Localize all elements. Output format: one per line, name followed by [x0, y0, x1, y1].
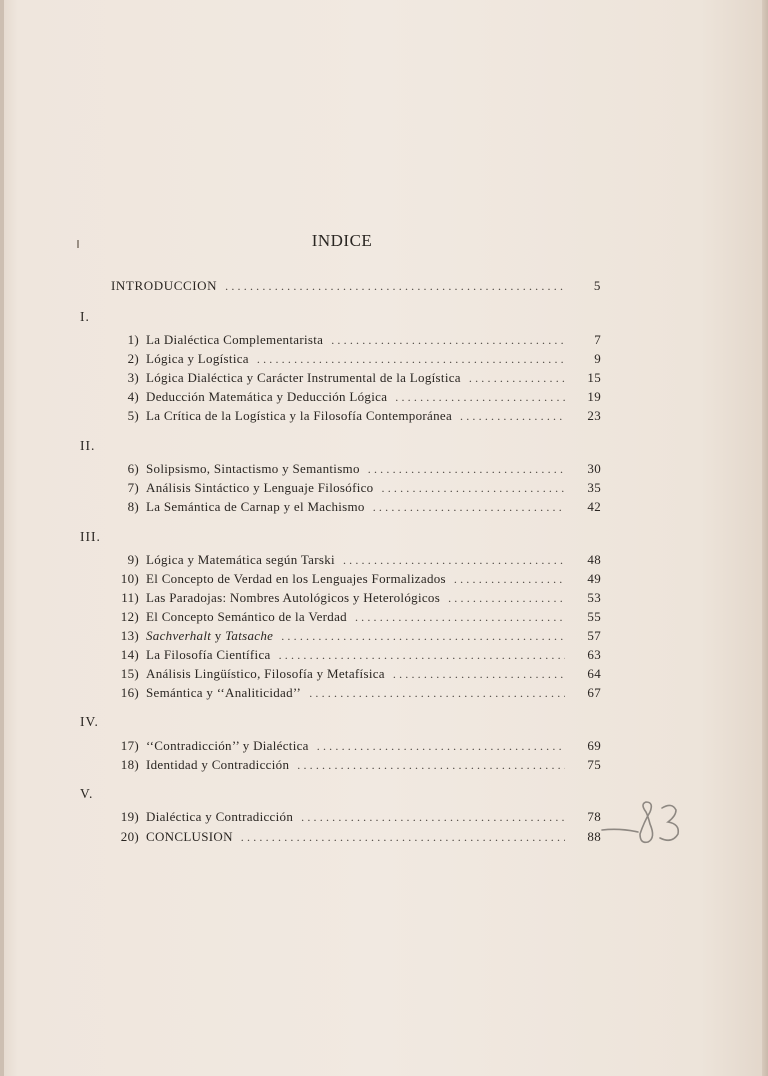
toc-entry-number: 2) — [127, 351, 139, 366]
toc-entry-title: Las Paradojas: Nombres Autológicos y Heterológicos — [146, 590, 441, 605]
toc-entry-number: 9) — [127, 552, 139, 567]
leader-dots — [368, 462, 565, 477]
toc-entry-page: 5 — [593, 278, 601, 293]
toc-entry-title: ‘‘Contradicción’’ y Dialéctica — [146, 738, 309, 753]
leader-dots — [279, 648, 565, 663]
toc-entry-page: 19 — [587, 389, 601, 404]
leader-dots — [448, 591, 565, 606]
toc-entry-page: 30 — [587, 461, 601, 476]
toc-entry-title: Lógica y Logística — [146, 351, 249, 366]
toc-entry-number: 11) — [121, 590, 139, 605]
toc-entry — [106, 809, 601, 825]
leader-dots — [382, 481, 566, 496]
toc-entry-title: La Crítica de la Logística y la Filosofía Contemporánea — [146, 408, 453, 423]
toc-entry-introduccion — [111, 278, 601, 294]
toc-entry — [106, 499, 601, 515]
toc-entry — [106, 571, 601, 587]
leader-dots — [281, 629, 565, 644]
handwritten-pencil-note — [600, 800, 690, 848]
toc-entry-page: 35 — [587, 480, 601, 495]
leader-dots — [301, 810, 565, 825]
toc-entry-number: 19) — [120, 809, 139, 824]
toc-entry-title: Solipsismo, Sintactismo y Semantismo — [146, 461, 360, 476]
toc-entry — [106, 628, 601, 644]
leader-dots — [393, 667, 565, 682]
toc-entry-title: Identidad y Contradicción — [146, 757, 290, 772]
toc-entry — [106, 757, 601, 773]
toc-entry-page: 67 — [587, 685, 601, 700]
toc-entry-number: 7) — [127, 480, 139, 495]
toc-entry-number: 6) — [127, 461, 139, 476]
toc-entry — [106, 590, 601, 606]
toc-entry — [106, 351, 601, 367]
leader-dots — [460, 409, 565, 424]
leader-dots — [225, 279, 565, 294]
toc-entry-number: 13) — [120, 628, 139, 643]
toc-entry-page: 42 — [587, 499, 601, 514]
toc-entry-title: El Concepto de Verdad en los Lenguajes Formalizados — [146, 571, 446, 586]
toc-entry — [106, 829, 601, 845]
page-left-edge — [0, 0, 4, 1076]
toc-entry-page: 75 — [587, 757, 601, 772]
toc-entry — [106, 370, 601, 386]
toc-entry-page: 15 — [587, 370, 601, 385]
toc-entry-title: Semántica y ‘‘Analiticidad’’ — [146, 685, 302, 700]
toc-entry-number: 18) — [120, 757, 139, 772]
toc-entry-title: CONCLUSION — [146, 829, 233, 844]
leader-dots — [454, 572, 565, 587]
section-roman-numeral: II. — [80, 438, 96, 453]
toc-entry-page: 49 — [587, 571, 601, 586]
leader-dots — [309, 686, 565, 701]
leader-dots — [331, 333, 565, 348]
toc-entry-page: 57 — [587, 628, 601, 643]
toc-entry-number: 16) — [120, 685, 139, 700]
page-title: INDICE — [311, 231, 373, 250]
leader-dots — [297, 758, 565, 773]
leader-dots — [395, 390, 565, 405]
section-roman-numeral: V. — [80, 786, 94, 801]
toc-entry-page: 48 — [587, 552, 601, 567]
toc-entry — [106, 408, 601, 424]
toc-entry-title-part: Sachverhalt — [146, 628, 212, 643]
toc-entry-title: Dialéctica y Contradicción — [146, 809, 294, 824]
toc-entry-number: 4) — [127, 389, 139, 404]
toc-entry-title: Deducción Matemática y Deducción Lógica — [146, 389, 388, 404]
section-roman-numeral: IV. — [80, 714, 99, 729]
toc-entry-title-part: Tatsache — [225, 628, 274, 643]
toc-entry — [106, 480, 601, 496]
leader-dots — [257, 352, 565, 367]
toc-entry-page: 9 — [594, 351, 601, 366]
toc-entry-number: 20) — [120, 829, 139, 844]
toc-entry — [106, 685, 601, 701]
toc-entry-page: 53 — [587, 590, 601, 605]
leader-dots — [241, 830, 565, 845]
leader-dots — [355, 610, 565, 625]
toc-entry-title: Lógica Dialéctica y Carácter Instrumental de la Logística — [146, 370, 461, 385]
toc-entry-title: La Filosofía Científica — [146, 647, 271, 662]
toc-entry-title: Análisis Sintáctico y Lenguaje Filosófico — [146, 480, 374, 495]
section-roman-numeral: III. — [80, 529, 101, 544]
toc-entry — [106, 461, 601, 477]
leader-dots — [343, 553, 565, 568]
leader-dots — [469, 371, 565, 386]
toc-entry-page: 23 — [587, 408, 601, 423]
toc-entry — [106, 666, 601, 682]
toc-entry-number: 17) — [120, 738, 139, 753]
leader-dots — [373, 500, 565, 515]
toc-entry-number: 5) — [127, 408, 139, 423]
toc-entry-title: Lógica y Matemática según Tarski — [146, 552, 335, 567]
section-roman-numeral: I. — [80, 309, 90, 324]
toc-entry — [106, 609, 601, 625]
handwritten-note-text: 83 — [600, 800, 601, 801]
toc-entry-title: INTRODUCCION — [111, 278, 218, 293]
toc-entry — [106, 552, 601, 568]
toc-entry-title: La Dialéctica Complementarista — [146, 332, 324, 347]
toc-entry-page: 63 — [587, 647, 601, 662]
page-right-edge — [762, 0, 768, 1076]
toc-entry-number: 10) — [120, 571, 139, 586]
toc-entry-number: 1) — [127, 332, 139, 347]
toc-entry-number: 8) — [127, 499, 139, 514]
toc-entry-page: 64 — [587, 666, 601, 681]
toc-entry — [106, 332, 601, 348]
toc-entry — [106, 389, 601, 405]
toc-entry-page: 55 — [587, 609, 601, 624]
toc-entry-title: El Concepto Semántico de la Verdad — [146, 609, 347, 624]
toc-entry — [106, 647, 601, 663]
leader-dots — [317, 739, 565, 754]
toc-entry-page: 69 — [587, 738, 601, 753]
toc-entry-number: 3) — [127, 370, 139, 385]
toc-entry-title: Análisis Lingüístico, Filosofía y Metafísica — [146, 666, 385, 681]
toc-entry-number: 14) — [120, 647, 139, 662]
toc-entry-title: La Semántica de Carnap y el Machismo — [146, 499, 365, 514]
toc-entry-page: 78 — [587, 809, 601, 824]
toc-entry-number: 12) — [120, 609, 139, 624]
toc-entry-title-part: y — [211, 628, 226, 643]
toc-entry — [106, 738, 601, 754]
toc-entry-page: 88 — [587, 829, 601, 844]
toc-entry-page: 7 — [594, 332, 601, 347]
toc-entry-number: 15) — [120, 666, 139, 681]
